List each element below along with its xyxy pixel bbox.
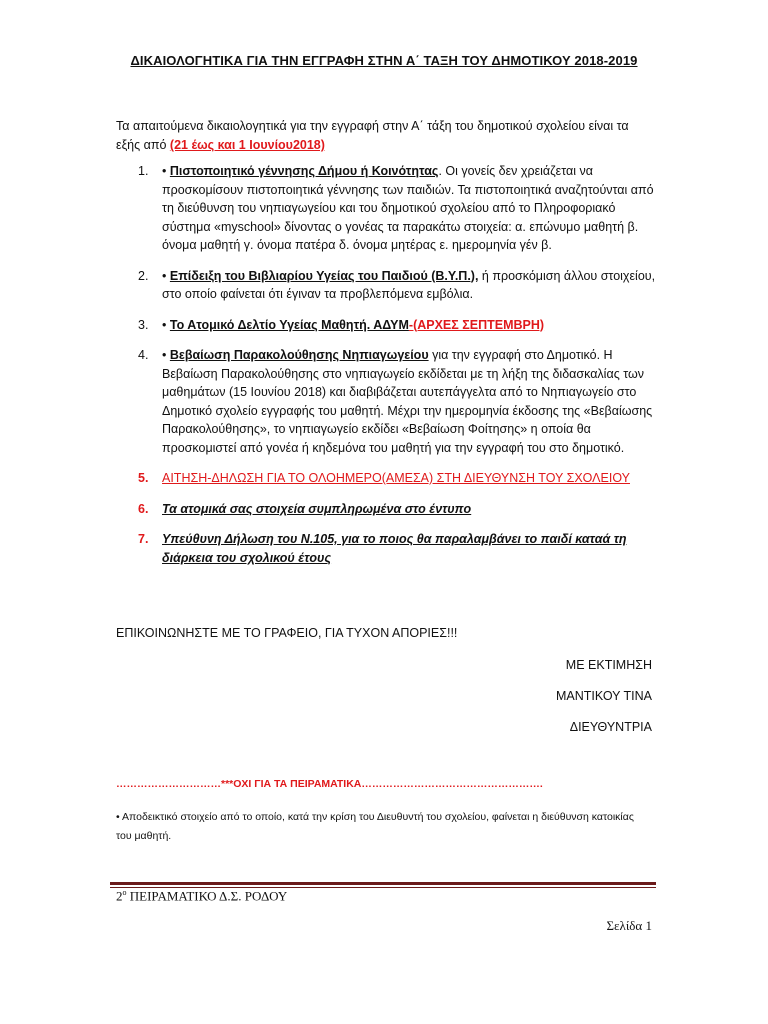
requirements-list [138,162,658,579]
residence-proof-note [116,808,636,846]
item-number: 2. [138,268,149,283]
item-text: . Οι γονείς δεν χρειάζεται να προσκομίσουν πιστοποιητικά γέννησης των παιδιών. Τα πιστοποιητικά αναζητούνται από τη διεύθυνση του νηπιαγωγείου και του δημοτικού σχολείου από το Πληροφοριακό σύστημα «myschool» δίνοντας ο γονέας τα παρακάτω στοιχεία: α. επώνυμο μαθητή β. όνομα μαθητή γ. όνομα πατέρα δ. όνομα μητέρας ε. ημερομηνία γέν β. [162,164,654,252]
item-number: 7. [138,532,149,546]
pilot-schools-note: …………………………***ΟΧΙ ΓΙΑ ΤΑ ΠΕΙΡΑΜΑΤΙΚΑ……………………………………………. [116,778,543,790]
item-text: για την εγγραφή στο Δημοτικό. Η Βεβαίωση Παρακολούθησης στο νηπιαγωγείο εκδίδεται με τη λήξη της διδασκαλίας των μαθημάτων (15 Ιουνίου 2018) και διαβιβάζεται αυτεπάγγελτα από το Νηπιαγωγείο στο Δημοτικό σχολείο εγγραφής του μαθητή. Μέχρι την ημερομηνία έκδοσης της «Βεβαίωσης Παρακολούθησης», το νηπιαγωγείο εκδίδει «Βεβαίωση Φοίτησης» η οποία θα προσκομιστεί από γονέα ή κηδεμόνα του μαθητή για την εγγραφή του στο δημοτικό. [162,348,653,455]
school-name: ΠΕΙΡΑΜΑΤΙΚΟ Δ.Σ. ΡΟΔΟΥ [126,888,288,904]
item-heading: Τα ατομικά σας στοιχεία συμπληρωμένα στο έντυπο [162,501,472,516]
item-heading: Πιστοποιητικό γέννησης Δήμου ή Κοινότητας [169,164,439,178]
document-title: ΔΙΚΑΙΟΛΟΓΗΤΙΚΑ ΓΙΑ ΤΗΝ ΕΓΓΡΑΦΗ ΣΤΗΝ Α΄ ΤΑΞΗ ΤΟΥ ΔΗΜΟΤΙΚΟΥ 2018-2019 [130,53,638,68]
list-item-5 [138,469,658,488]
signature-name: ΜΑΝΤΙΚΟΥ ΤΙΝΑ [556,689,652,703]
bullet-icon: • [116,811,120,823]
school-ordinal: ο [122,888,127,897]
item-number: 1. [138,164,149,178]
item-heading: ΑΙΤΗΣΗ-ΔΗΛΩΣΗ ΓΙΑ ΤΟ ΟΛΟΗΜΕΡΟ(ΑΜΕΣΑ) ΣΤΗ ΔΙΕΥΘΥΝΣΗ ΤΟΥ ΣΧΟΛΕΙΟΥ [162,471,630,485]
item-number: 5. [138,471,149,485]
school-number: 2 [116,888,123,904]
item-number: 6. [138,501,149,516]
list-item-6 [138,500,658,519]
item-extra: -(ΑΡΧΕΣ ΣΕΠΤΕΜΒΡΗ) [408,317,545,332]
item-heading: Το Ατομικό Δελτίο Υγείας Μαθητή. ΑΔΥΜ [169,317,409,332]
intro-dates: (21 έως και 1 Ιουνίου2018) [169,138,325,152]
bullet-icon: • [162,268,167,283]
list-item-3 [138,316,658,335]
intro-text: Τα απαιτούμενα δικαιολογητικά για την εγγραφή στην Α΄ τάξη του δημοτικού σχολείου είναι τα εξής από [116,119,629,152]
bullet-icon: • [162,164,167,178]
signature-role: ΔΙΕΥΘΥΝΤΡΙΑ [569,720,652,734]
signature-greeting: ΜΕ ΕΚΤΙΜΗΣΗ [565,658,652,672]
list-item-1 [138,162,658,255]
bullet-icon: • [162,348,167,362]
item-heading: Βεβαίωση Παρακολούθησης Νηπιαγωγείου [169,348,429,362]
bullet-icon: • [162,317,167,332]
list-item-4 [138,346,658,457]
page-number: Σελίδα 1 [606,918,652,933]
intro-paragraph [116,117,656,155]
contact-line: ΕΠΙΚΟΙΝΩΝΗΣΤΕ ΜΕ ΤΟ ΓΡΑΦΕΙΟ, ΓΙΑ ΤΥΧΟΝ ΑΠΟΡΙΕΣ!!! [116,626,458,640]
item-number: 3. [138,317,149,332]
item-heading: Υπεύθυνη Δήλωση του Ν.105, για το ποιος θα παραλαμβάνει το παιδί καταά τη διάρκεια του σχολικού έτους [162,532,627,565]
item-heading: Επίδειξη του Βιβλιαρίου Υγείας του Παιδιού (Β.Υ.Π.), [169,268,479,283]
item-text: ή προσκόμιση άλλου στοιχείου, στο οποίο φαίνεται ότι έγιναν τα προβλεπόμενα εμβόλια. [162,268,656,301]
note-text: Αποδεικτικό στοιχείο από το οποίο, κατά την κρίση του Διευθυντή του σχολείου, φαίνεται η διεύθυνση κατοικίας του μαθητή. [116,811,634,842]
footer-rule-thick [110,882,656,885]
list-item-7 [138,530,658,567]
item-number: 4. [138,348,149,362]
list-item-2 [138,267,658,304]
footer-school [116,888,287,904]
